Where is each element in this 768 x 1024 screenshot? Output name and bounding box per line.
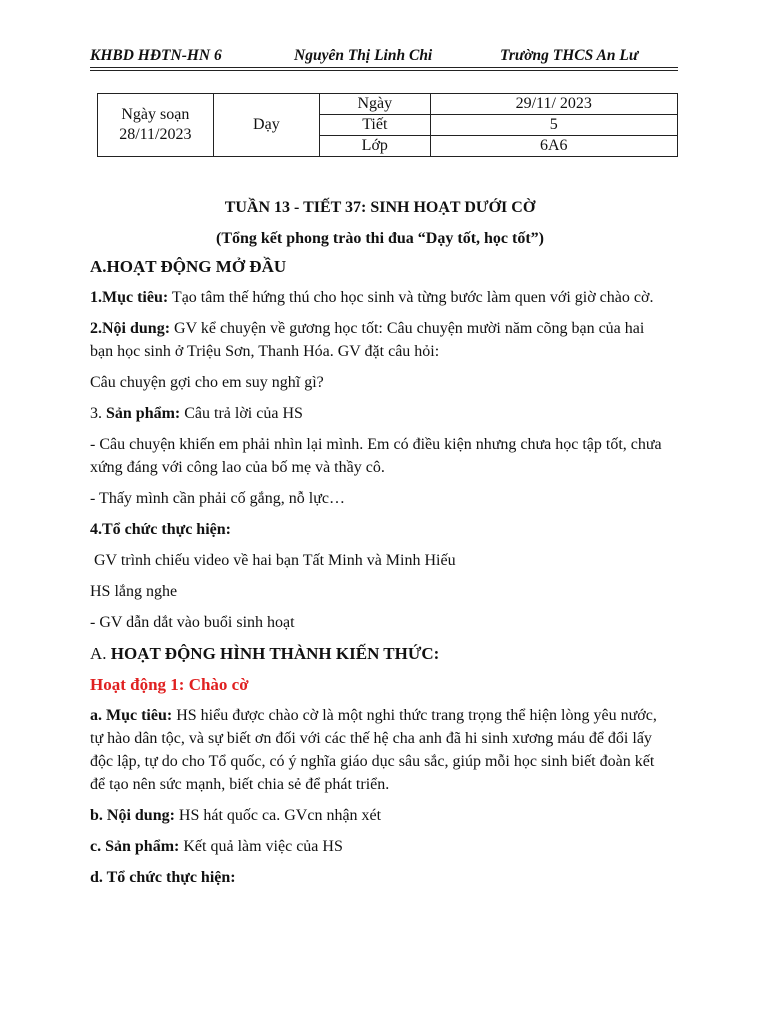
c-san-pham-label: c. Sản phẩm: xyxy=(90,838,180,855)
row-label-ngay: Ngày xyxy=(320,94,430,115)
a-muc-tieu-paragraph xyxy=(90,704,670,796)
header-rule-top xyxy=(90,67,678,68)
noi-dung-label: 2.Nội dung: xyxy=(90,320,171,337)
d-to-chuc-heading: d. Tổ chức thực hiện: xyxy=(90,869,236,886)
ngay-soan-cell xyxy=(98,94,214,157)
muc-tieu-paragraph xyxy=(90,286,670,309)
muc-tieu-text: Tạo tâm thế hứng thú cho học sinh và từng bước làm quen với giờ chào cờ. xyxy=(168,289,654,306)
question-text: Câu chuyện gợi cho em suy nghĩ gì? xyxy=(90,374,324,391)
section-a2-prefix: A. xyxy=(90,644,111,663)
section-a-knowledge-heading xyxy=(90,642,670,665)
lesson-content xyxy=(90,196,670,897)
b-noi-dung-text: HS hát quốc ca. GVcn nhận xét xyxy=(174,807,382,824)
header-teacher-name: Nguyên Thị Linh Chi xyxy=(294,47,433,64)
row-value-ngay: 29/11/ 2023 xyxy=(430,94,677,115)
section-a2-title: HOẠT ĐỘNG HÌNH THÀNH KIẾN THỨC: xyxy=(110,644,440,663)
muc-tieu-label: 1.Mục tiêu: xyxy=(90,289,169,306)
b-noi-dung-label: b. Nội dung: xyxy=(90,807,175,824)
schedule-info-table xyxy=(97,93,678,157)
step-item: HS lắng nghe xyxy=(90,583,178,600)
ngay-soan-value: 28/11/2023 xyxy=(119,126,192,143)
answer-item: - Câu chuyện khiến em phải nhìn lại mình. Em có điều kiện nhưng chưa học tập tốt, chưa xứng đáng với công lao của bố mẹ và thầy cô. xyxy=(90,436,662,476)
noi-dung-paragraph xyxy=(90,317,670,363)
row-label-lop: Lớp xyxy=(320,136,430,157)
row-value-tiet: 5 xyxy=(430,115,677,136)
step-item: - GV dẫn dắt vào buổi sinh hoạt xyxy=(90,614,295,631)
noi-dung-text: GV kể chuyện về gương học tốt: Câu chuyện mười năm cõng bạn của hai bạn học sinh ở Triệu Sơn, Thanh Hóa. GV đặt câu hỏi: xyxy=(90,320,645,360)
c-san-pham-text: Kết quả làm việc của HS xyxy=(179,838,343,855)
section-a-start-heading: A.HOẠT ĐỘNG MỞ ĐẦU xyxy=(90,257,287,276)
step-item: GV trình chiếu video về hai bạn Tất Minh và Minh Hiếu xyxy=(90,552,456,569)
day-label-cell: Dạy xyxy=(213,94,319,157)
lesson-subtitle: (Tổng kết phong trào thi đua “Dạy tốt, học tốt”) xyxy=(215,230,544,247)
lesson-title: TUẦN 13 - TIẾT 37: SINH HOẠT DƯỚI CỜ xyxy=(224,199,536,216)
san-pham-label: Sản phẩm: xyxy=(106,405,181,422)
a-muc-tieu-text: HS hiểu được chào cờ là một nghi thức trang trọng thể hiện lòng yêu nước, tự hào dân tộc, và sự biết ơn đối với các thế hệ cha anh đã hi sinh xương máu để đổi lấy độc lập, tự do cho Tổ quốc, có ý nghĩa giáo dục sâu sắc, giúp mỗi học sinh biết đoàn kết để tạo nên sức mạnh, biết chia sẻ để phát triển. xyxy=(90,707,657,793)
header-rule-bottom xyxy=(90,70,678,71)
b-noi-dung-paragraph xyxy=(90,804,670,827)
row-label-tiet: Tiết xyxy=(320,115,430,136)
activity-1-title: Hoạt động 1: Chào cờ xyxy=(90,675,249,694)
header-school-name: Trường THCS An Lư xyxy=(500,47,639,64)
to-chuc-heading: 4.Tổ chức thực hiện: xyxy=(90,521,231,538)
san-pham-number: 3. xyxy=(90,405,106,422)
answer-item: - Thấy mình cần phải cố gắng, nỗ lực… xyxy=(90,490,345,507)
san-pham-text: Câu trả lời của HS xyxy=(180,405,303,422)
page-header xyxy=(90,47,678,67)
a-muc-tieu-label: a. Mục tiêu: xyxy=(90,707,173,724)
row-value-lop: 6A6 xyxy=(430,136,677,157)
header-course-code: KHBD HĐTN-HN 6 xyxy=(90,47,222,64)
ngay-soan-label: Ngày soạn xyxy=(121,106,190,123)
c-san-pham-paragraph xyxy=(90,835,670,858)
san-pham-paragraph xyxy=(90,402,670,425)
